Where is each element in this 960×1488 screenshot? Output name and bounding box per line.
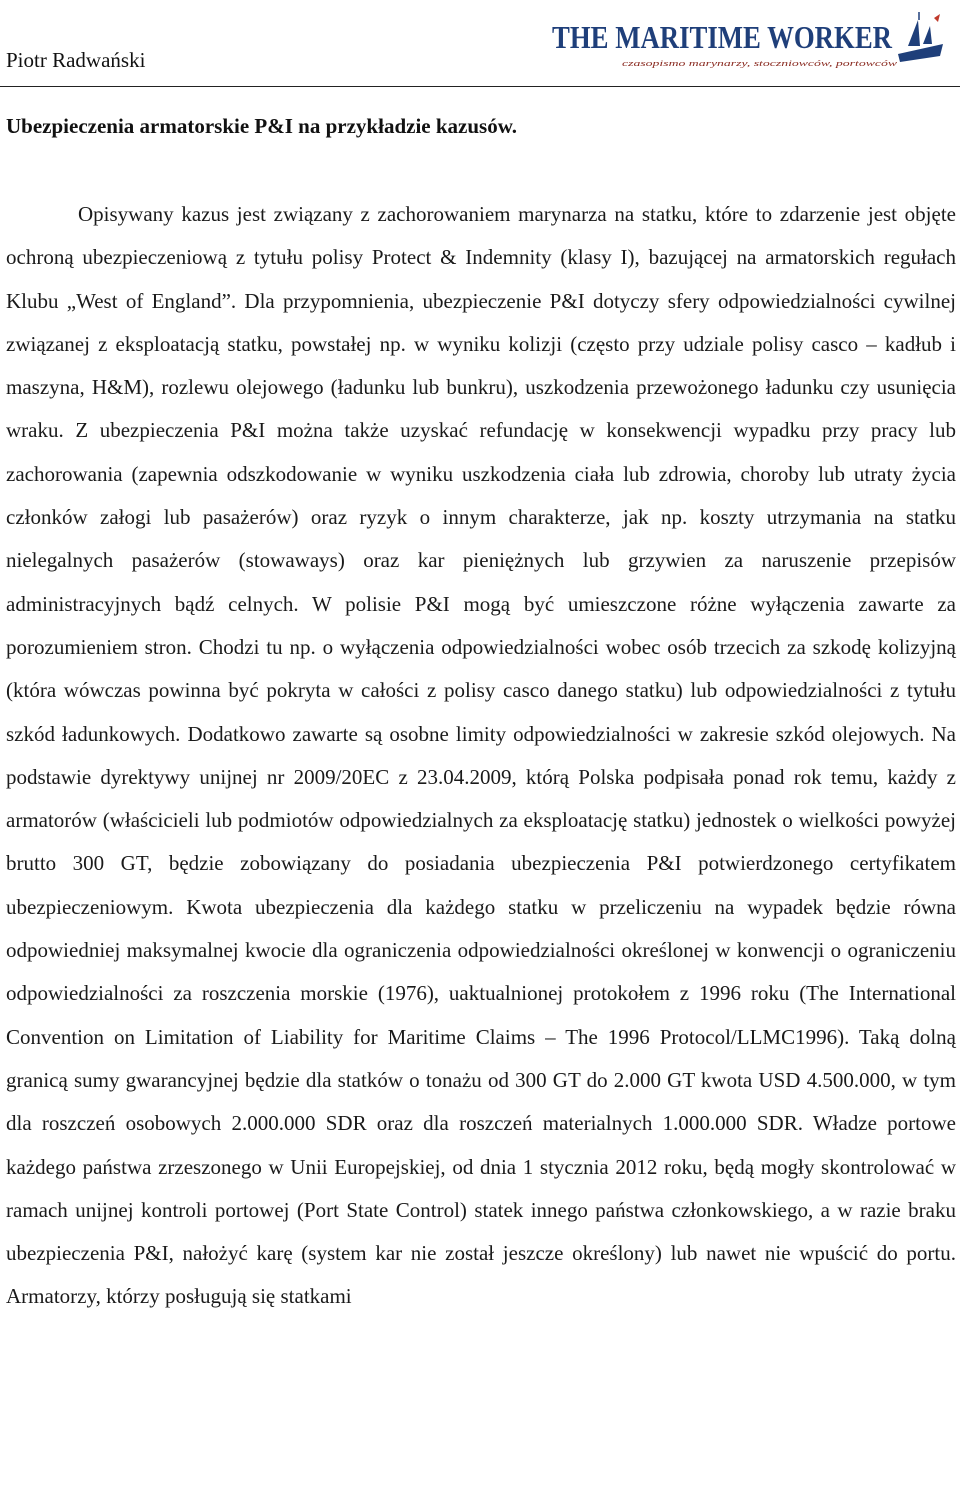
header-divider — [0, 86, 960, 87]
page-header — [0, 0, 960, 90]
body-paragraph: Opisywany kazus jest związany z zachorowaniem marynarza na statku, które to zdarzenie jest objęte ochroną ubezpieczeniową z tytułu polisy Protect & Indemnity (klasy I), bazującej na armatorskich regułach Klubu „West of England”. Dla przypomnienia, ubezpieczenie P&I dotyczy sfery odpowiedzialności cywilnej związanej z eksploatacją statku, powstałej np. w wyniku kolizji (często przy udziale polisy casco – kadłub i maszyna, H&M), rozlewu olejowego (ładunku lub bunkru), uszkodzenia przewożonego ładunku czy usunięcia wraku. Z ubezpieczenia P&I można także uzyskać refundację w konsekwencji wypadku przy pracy lub zachorowania (zapewnia odszkodowanie w wyniku uszkodzenia ciała lub zdrowia, choroby lub utraty życia członków załogi lub pasażerów) oraz ryzyk o innym charakterze, jak np. koszty utrzymania na statku nielegalnych pasażerów (stowaways) oraz kar pieniężnych lub grzywien za naruszenie przepisów administracyjnych bądź celnych. W polisie P&I mogą być umieszczone różne wyłączenia zawarte za porozumieniem stron. Chodzi tu np. o wyłączenia odpowiedzialności wobec osób trzecich za szkodę kolizyjną (która wówczas powinna być pokryta w całości z polisy casco danego statku) lub odpowiedzialności z tytułu szkód ładunkowych. Dodatkowo zawarte są osobne limity odpowiedzialności w zakresie szkód olejowych. Na podstawie dyrektywy unijnej nr 2009/20EC z 23.04.2009, którą Polska podpisała ponad rok temu, każdy z armatorów (właścicieli lub podmiotów odpowiedzialnych za eksploatację statku) jednostek o wielkości powyżej brutto 300 GT, będzie zobowiązany do posiadania ubezpieczenia P&I potwierdzonego certyfikatem ubezpieczeniowym. Kwota ubezpieczenia dla każdego statku w przeliczeniu na wypadek będzie równa odpowiedniej maksymalnej kwocie dla ograniczenia odpowiedzialności określonej w konwencji o ograniczeniu odpowiedzialności za roszczenia morskie (1976), uaktualnionej protokołem z 1996 roku (The International Convention on Limitation of Liability for Maritime Claims – The 1996 Protocol/LLMC1996). Taką dolną granicą sumy gwarancyjnej będzie dla statków o tonażu od 300 GT do 2.000 GT kwota USD 4.500.000, w tym dla roszczeń osobowych 2.000.000 SDR oraz dla roszczeń materialnych 1.000.000 SDR. Władze portowe każdego państwa zrzeszonego w Unii Europejskiej, od dnia 1 stycznia 2012 roku, będą mogły skontrolować w ramach unijnej kontroli portowej (Port State Control) statek innego państwa członkowskiego, a w razie braku ubezpieczenia P&I, nałożyć karę (system kar nie został jeszcze określony) lub nawet nie wpuścić do portu. Armatorzy, którzy posługują się statkami — [6, 202, 956, 1309]
ship-silhouette-icon — [898, 12, 943, 62]
ship-logo-icon — [548, 6, 948, 76]
logo-wordmark: THE MARITIME WORKER — [552, 19, 893, 55]
document-body — [6, 193, 956, 1319]
author-name: Piotr Radwański — [6, 48, 146, 72]
logo-tagline: czasopismo marynarzy, stoczniowców, portowców — [622, 59, 899, 68]
document-title: Ubezpieczenia armatorskie P&I na przykładzie kazusów. — [6, 114, 517, 138]
maritime-worker-logo — [548, 6, 948, 76]
